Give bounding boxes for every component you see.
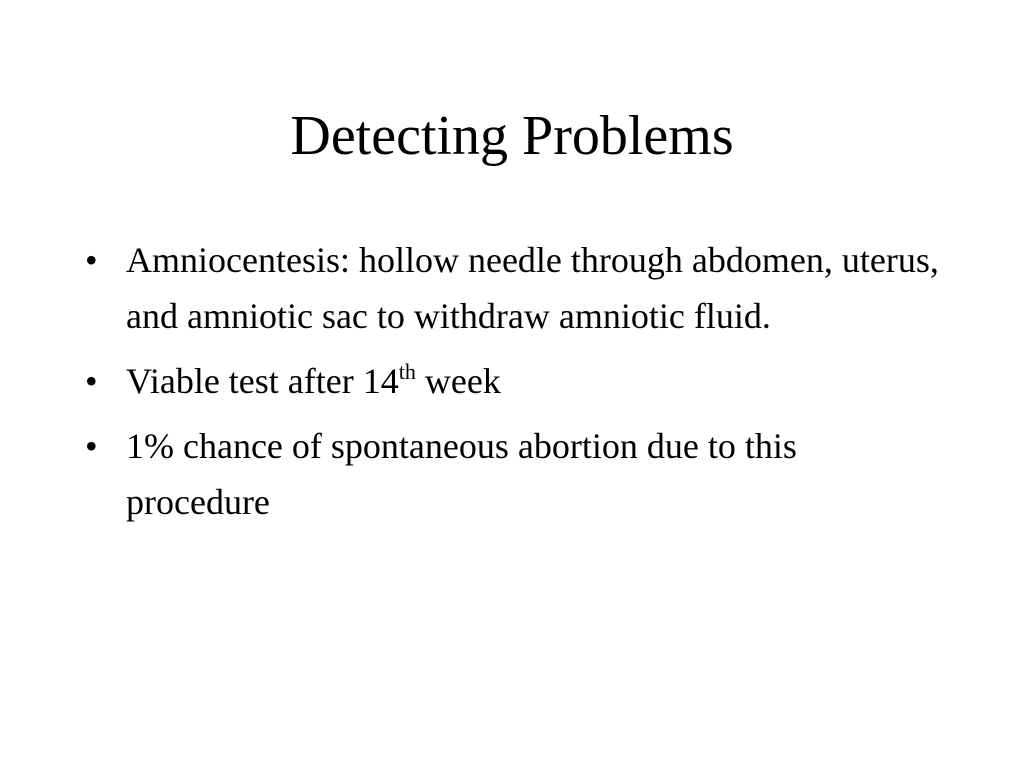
bullet-text: Amniocentesis: hollow needle through abdomen, uterus, and amniotic sac to withdraw amniotic fluid.	[126, 240, 939, 336]
slide-title: Detecting Problems	[290, 105, 734, 167]
bullet-item-amniocentesis	[80, 232, 940, 344]
bullet-text-before: Viable test after 14	[126, 361, 399, 401]
bullet-item-viable-test	[80, 353, 940, 409]
bullet-text: 1% chance of spontaneous abortion due to this procedure	[126, 426, 797, 522]
bullet-icon: •	[85, 426, 98, 466]
ordinal-superscript: th	[398, 359, 416, 384]
bullet-list	[80, 232, 940, 539]
bullet-item-abortion-risk	[80, 418, 940, 530]
bullet-icon: •	[85, 361, 98, 401]
bullet-text-after: week	[415, 361, 501, 401]
bullet-icon: •	[85, 240, 98, 280]
